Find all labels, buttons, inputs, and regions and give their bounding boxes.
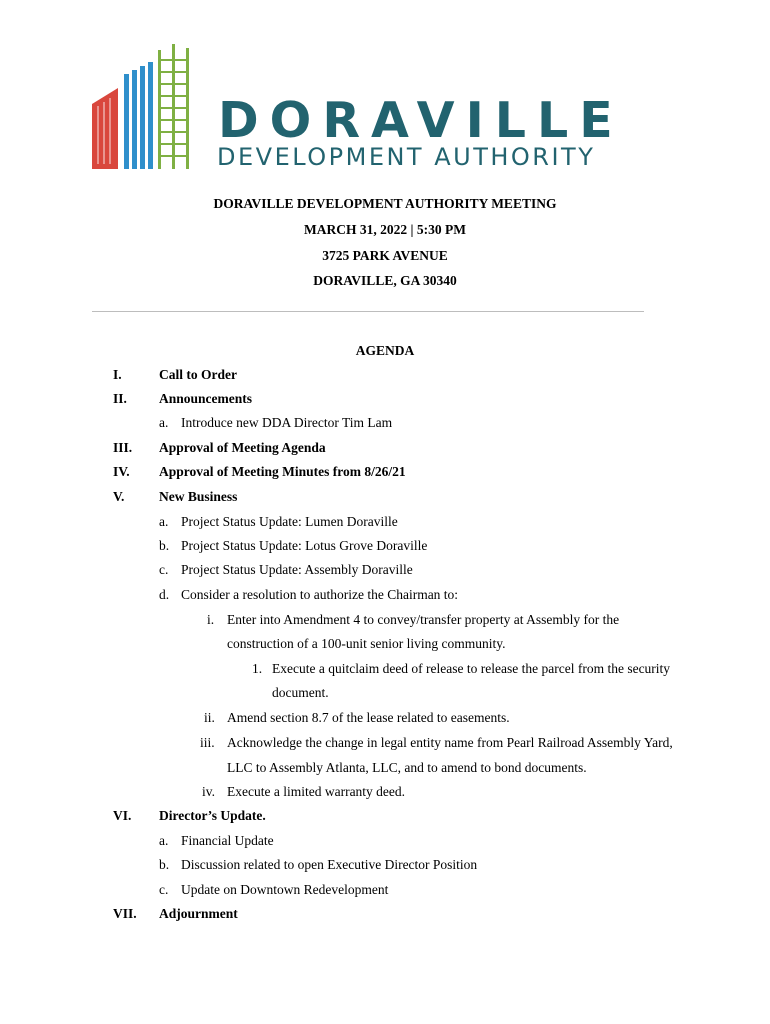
roman-item-text-cont: construction of a 100-unit senior living community. [227, 636, 506, 651]
meeting-title: DORAVILLE DEVELOPMENT AUTHORITY MEETING [213, 196, 557, 211]
item-title: Approval of Meeting Agenda [159, 440, 326, 455]
subitem-text: Project Status Update: Lotus Grove Doraville [181, 538, 428, 553]
logo-wordmark: DORAVILLE [218, 92, 624, 149]
subitem-text: Project Status Update: Lumen Doraville [181, 514, 398, 529]
subitem-text: Project Status Update: Assembly Doraville [181, 562, 413, 577]
numbered-item-number: 1. [252, 661, 263, 676]
roman-numeral: iii. [200, 735, 215, 750]
meeting-city: DORAVILLE, GA 30340 [313, 273, 457, 288]
meeting-datetime: MARCH 31, 2022 | 5:30 PM [304, 222, 466, 237]
subitem-letter: d. [159, 587, 170, 602]
item-number: VI. [113, 808, 132, 823]
divider-line [92, 311, 644, 312]
item-number: VII. [113, 906, 137, 921]
roman-item-text-cont: LLC to Assembly Atlanta, LLC, and to amend to bond documents. [227, 760, 587, 775]
subitem-letter: a. [159, 415, 169, 430]
building-bars-logo-icon [90, 44, 200, 169]
item-title: Approval of Meeting Minutes from 8/26/21 [159, 464, 406, 479]
roman-item-text: Execute a limited warranty deed. [227, 784, 406, 799]
subitem-letter: b. [159, 857, 170, 872]
agenda-heading: AGENDA [355, 343, 415, 358]
item-title: New Business [159, 489, 238, 504]
item-number: V. [113, 489, 125, 504]
roman-item-text: Enter into Amendment 4 to convey/transfer property at Assembly for the [227, 612, 620, 627]
numbered-item-text: Execute a quitclaim deed of release to release the parcel from the security [272, 661, 671, 676]
logo-subtitle: DEVELOPMENT AUTHORITY [217, 143, 596, 171]
subitem-letter: a. [159, 833, 169, 848]
item-title: Adjournment [159, 906, 238, 921]
item-title: Announcements [159, 391, 253, 406]
subitem-letter: c. [159, 882, 169, 897]
subitem-text: Update on Downtown Redevelopment [181, 882, 389, 897]
subitem-text: Financial Update [181, 833, 274, 848]
item-number: II. [113, 391, 127, 406]
subitem-text: Discussion related to open Executive Director Position [181, 857, 478, 872]
roman-numeral: ii. [204, 710, 215, 725]
roman-item-text: Amend section 8.7 of the lease related to easements. [227, 710, 510, 725]
doraville-logo [90, 44, 690, 174]
item-title: Call to Order [159, 367, 237, 382]
subitem-text: Consider a resolution to authorize the Chairman to: [181, 587, 459, 602]
item-number: III. [113, 440, 133, 455]
subitem-letter: b. [159, 538, 170, 553]
item-number: I. [113, 367, 122, 382]
roman-numeral: iv. [202, 784, 215, 799]
numbered-item-text-cont: document. [272, 685, 329, 700]
item-title: Director’s Update. [159, 808, 266, 823]
subitem-letter: c. [159, 562, 169, 577]
roman-numeral: i. [207, 612, 215, 627]
subitem-text: Introduce new DDA Director Tim Lam [181, 415, 393, 430]
subitem-letter: a. [159, 514, 169, 529]
roman-item-text: Acknowledge the change in legal entity name from Pearl Railroad Assembly Yard, [227, 735, 673, 750]
item-number: IV. [113, 464, 130, 479]
meeting-address: 3725 PARK AVENUE [322, 248, 448, 263]
